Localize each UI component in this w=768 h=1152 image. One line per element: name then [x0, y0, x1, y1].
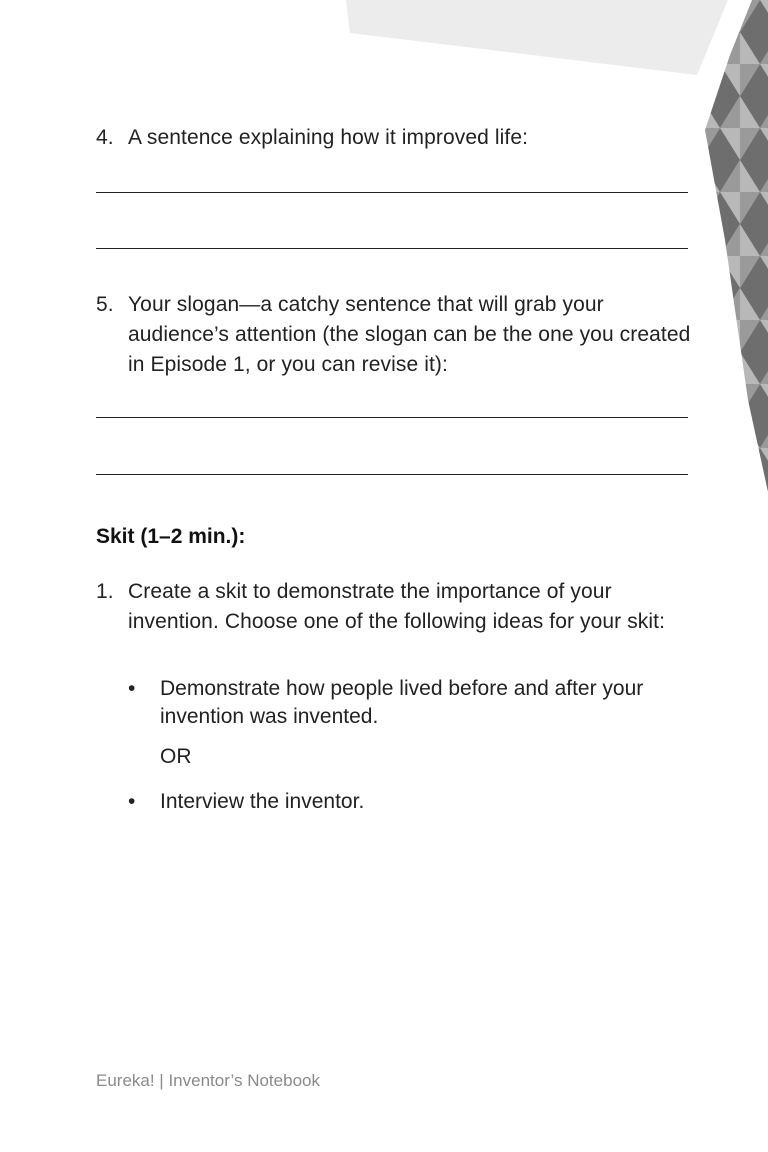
or-separator: OR [160, 745, 192, 768]
answer-line-5b[interactable] [96, 474, 688, 475]
skit-option-1-text: Demonstrate how people lived before and after your invention was invented. [160, 677, 644, 728]
question-5-text: Your slogan—a catchy sentence that will grab your audience’s attention (the slogan can be the one you created in Episode 1, or you can revise it): [128, 293, 691, 376]
bullet-icon: • [128, 677, 136, 700]
question-4-number: 4. [96, 126, 114, 149]
bullet-icon: • [128, 790, 136, 813]
top-banner-shape [346, 0, 728, 75]
answer-line-5a[interactable] [96, 417, 688, 418]
question-5-number: 5. [96, 293, 114, 316]
skit-step-1-text: Create a skit to demonstrate the importance of your invention. Choose one of the following ideas for your skit: [128, 580, 666, 633]
page-footer: Eureka! | Inventor’s Notebook [96, 1071, 320, 1090]
answer-line-4b[interactable] [96, 248, 688, 249]
skit-heading: Skit (1–2 min.): [96, 525, 246, 548]
question-4-text: A sentence explaining how it improved life: [128, 126, 529, 149]
skit-option-2-text: Interview the inventor. [160, 790, 365, 813]
answer-line-4a[interactable] [96, 192, 688, 193]
skit-step-1-number: 1. [96, 580, 114, 603]
argyle-strip [690, 0, 768, 500]
